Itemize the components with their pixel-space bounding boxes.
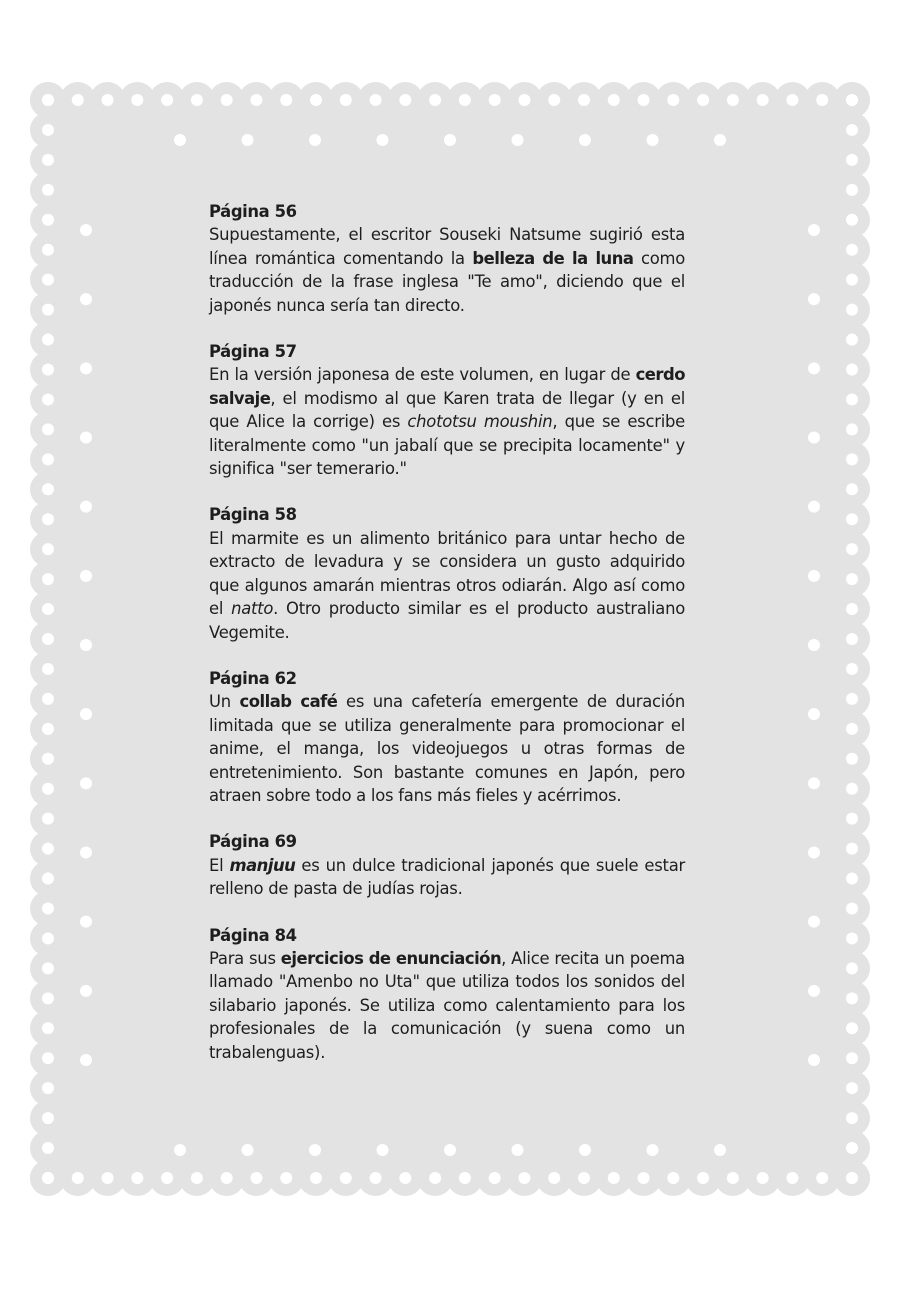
edge-dot bbox=[42, 154, 54, 166]
edge-dot bbox=[280, 94, 292, 106]
edge-dot bbox=[42, 393, 54, 405]
edge-dot bbox=[727, 1172, 739, 1184]
edge-dot bbox=[72, 1172, 84, 1184]
inner-dot bbox=[174, 134, 186, 146]
inner-dot bbox=[80, 1054, 92, 1066]
edge-dot bbox=[846, 873, 858, 885]
edge-dot bbox=[250, 94, 262, 106]
edge-dot bbox=[429, 1172, 441, 1184]
inner-dot bbox=[80, 639, 92, 651]
edge-dot bbox=[42, 633, 54, 645]
inner-dot bbox=[80, 847, 92, 859]
edge-dot bbox=[846, 453, 858, 465]
note-block bbox=[209, 830, 685, 900]
edge-dot bbox=[638, 94, 650, 106]
note-term: chototsu moushin bbox=[407, 412, 553, 432]
edge-dot bbox=[42, 873, 54, 885]
edge-dot bbox=[221, 1172, 233, 1184]
edge-dot bbox=[846, 244, 858, 256]
inner-dot bbox=[444, 134, 456, 146]
edge-dot bbox=[42, 423, 54, 435]
edge-dot bbox=[846, 364, 858, 376]
edge-dot bbox=[42, 573, 54, 585]
inner-dot bbox=[808, 708, 820, 720]
note-block bbox=[209, 200, 685, 317]
inner-dot bbox=[808, 1054, 820, 1066]
note-text: es un dulce tradicional japonés que suele estar relleno de pasta de judías rojas. bbox=[209, 855, 686, 899]
inner-dot bbox=[80, 777, 92, 789]
edge-dot bbox=[370, 1172, 382, 1184]
edge-dot bbox=[846, 723, 858, 735]
inner-dot bbox=[80, 293, 92, 305]
edge-dot bbox=[846, 274, 858, 286]
edge-dot bbox=[42, 693, 54, 705]
inner-dot bbox=[444, 1144, 456, 1156]
edge-dot bbox=[42, 184, 54, 196]
note-block bbox=[209, 924, 685, 1064]
edge-dot bbox=[42, 1052, 54, 1064]
edge-dot bbox=[191, 94, 203, 106]
inner-dot bbox=[808, 777, 820, 789]
edge-dot bbox=[846, 693, 858, 705]
inner-dot bbox=[579, 134, 591, 146]
note-title: Página 56 bbox=[209, 202, 297, 221]
inner-dot bbox=[174, 1144, 186, 1156]
inner-dot bbox=[714, 1144, 726, 1156]
inner-dot bbox=[309, 1144, 321, 1156]
inner-dot bbox=[808, 985, 820, 997]
note-text: Para sus bbox=[209, 948, 281, 968]
note-block bbox=[209, 503, 685, 643]
edge-dot bbox=[697, 1172, 709, 1184]
edge-dot bbox=[42, 334, 54, 346]
edge-dot bbox=[161, 94, 173, 106]
inner-dot bbox=[242, 1144, 254, 1156]
inner-dot bbox=[377, 134, 389, 146]
note-text: , que se escribe literalmente como "un jabalí que se precipita locamente" y significa "ser temerario." bbox=[209, 412, 685, 479]
edge-dot bbox=[816, 94, 828, 106]
edge-dot bbox=[191, 1172, 203, 1184]
inner-dot bbox=[80, 985, 92, 997]
edge-dot bbox=[548, 94, 560, 106]
edge-dot bbox=[518, 94, 530, 106]
note-term: belleza de la luna bbox=[472, 248, 634, 268]
edge-dot bbox=[42, 304, 54, 316]
note-title: Página 62 bbox=[209, 668, 297, 688]
edge-dot bbox=[42, 1112, 54, 1124]
inner-dot bbox=[377, 1144, 389, 1156]
edge-dot bbox=[846, 214, 858, 226]
note-block bbox=[209, 667, 685, 807]
edge-dot bbox=[786, 1172, 798, 1184]
inner-dot bbox=[309, 134, 321, 146]
edge-dot bbox=[846, 1142, 858, 1154]
inner-dot bbox=[714, 134, 726, 146]
edge-dot bbox=[757, 1172, 769, 1184]
edge-dot bbox=[846, 962, 858, 974]
edge-dot bbox=[846, 633, 858, 645]
edge-dot bbox=[846, 483, 858, 495]
inner-dot bbox=[512, 1144, 524, 1156]
edge-dot bbox=[72, 94, 84, 106]
inner-dot bbox=[80, 224, 92, 236]
edge-dot bbox=[340, 1172, 352, 1184]
note-text: En la versión japonesa de este volumen, en lugar de bbox=[209, 365, 636, 385]
inner-dot bbox=[512, 134, 524, 146]
edge-dot bbox=[42, 364, 54, 376]
edge-dot bbox=[846, 1022, 858, 1034]
edge-dot bbox=[846, 992, 858, 1004]
edge-dot bbox=[42, 483, 54, 495]
note-title: Página 69 bbox=[209, 832, 297, 852]
edge-dot bbox=[638, 1172, 650, 1184]
edge-dot bbox=[42, 214, 54, 226]
edge-dot bbox=[42, 813, 54, 825]
edge-dot bbox=[42, 513, 54, 525]
edge-dot bbox=[578, 94, 590, 106]
edge-dot bbox=[221, 94, 233, 106]
note-body bbox=[209, 854, 685, 901]
edge-dot bbox=[489, 1172, 501, 1184]
note-title: Página 84 bbox=[209, 925, 297, 945]
edge-dot bbox=[757, 94, 769, 106]
edge-dot bbox=[42, 723, 54, 735]
edge-dot bbox=[370, 94, 382, 106]
inner-dot bbox=[80, 432, 92, 444]
edge-dot bbox=[42, 1172, 54, 1184]
inner-dot bbox=[80, 916, 92, 928]
edge-dot bbox=[846, 813, 858, 825]
note-text: es una cafetería emergente de duración limitada que se utiliza generalmente para promocionar el anime, el manga, los videojuegos u otras formas de entretenimiento. Son bastante comunes en Japón, pero atraen sobre todo a los fans más fieles y acérrimos. bbox=[209, 692, 685, 805]
note-text: El bbox=[209, 855, 230, 875]
notes-list bbox=[209, 200, 685, 1087]
edge-dot bbox=[459, 94, 471, 106]
edge-dot bbox=[846, 543, 858, 555]
note-text: , el modismo al que Karen trata de llegar (y en el que Alice la corrige) es bbox=[209, 388, 685, 432]
edge-dot bbox=[131, 1172, 143, 1184]
note-text: . Otro producto similar es el producto australiano Vegemite. bbox=[209, 599, 685, 642]
edge-dot bbox=[250, 1172, 262, 1184]
note-block bbox=[209, 340, 685, 480]
inner-dot bbox=[808, 293, 820, 305]
edge-dot bbox=[42, 992, 54, 1004]
edge-dot bbox=[42, 962, 54, 974]
note-term: ejercicios de enunciación bbox=[280, 948, 502, 968]
note-body bbox=[209, 527, 685, 644]
edge-dot bbox=[846, 124, 858, 136]
edge-dot bbox=[42, 1142, 54, 1154]
edge-dot bbox=[310, 1172, 322, 1184]
note-body bbox=[209, 947, 685, 1064]
edge-dot bbox=[846, 663, 858, 675]
edge-dot bbox=[42, 1022, 54, 1034]
edge-dot bbox=[42, 903, 54, 915]
edge-dot bbox=[161, 1172, 173, 1184]
edge-dot bbox=[102, 1172, 114, 1184]
edge-dot bbox=[846, 393, 858, 405]
inner-dot bbox=[80, 570, 92, 582]
note-body bbox=[209, 223, 685, 317]
inner-dot bbox=[80, 362, 92, 374]
note-text: Un bbox=[209, 692, 240, 712]
edge-dot bbox=[42, 94, 54, 106]
note-term: manjuu bbox=[229, 855, 296, 875]
edge-dot bbox=[42, 274, 54, 286]
note-body bbox=[209, 363, 685, 480]
edge-dot bbox=[280, 1172, 292, 1184]
inner-dot bbox=[242, 134, 254, 146]
edge-dot bbox=[608, 1172, 620, 1184]
edge-dot bbox=[846, 1112, 858, 1124]
edge-dot bbox=[399, 94, 411, 106]
edge-dot bbox=[846, 573, 858, 585]
note-text: El marmite es un alimento británico para untar hecho de extracto de levadura y se considera un gusto adquirido que algunos amarán mientras otros odiarán. Algo así como el bbox=[209, 528, 685, 619]
note-term: natto bbox=[231, 599, 274, 619]
edge-dot bbox=[667, 94, 679, 106]
edge-dot bbox=[846, 603, 858, 615]
edge-dot bbox=[697, 94, 709, 106]
inner-dot bbox=[808, 570, 820, 582]
edge-dot bbox=[846, 334, 858, 346]
note-text: Supuestamente, el escritor Souseki Natsume sugirió esta línea romántica comentando la bbox=[209, 225, 685, 268]
edge-dot bbox=[340, 94, 352, 106]
edge-dot bbox=[846, 843, 858, 855]
inner-dot bbox=[808, 847, 820, 859]
edge-dot bbox=[846, 304, 858, 316]
edge-dot bbox=[846, 513, 858, 525]
edge-dot bbox=[846, 94, 858, 106]
inner-dot bbox=[808, 432, 820, 444]
inner-dot bbox=[80, 708, 92, 720]
edge-dot bbox=[399, 1172, 411, 1184]
note-text: como traducción de la frase inglesa "Te amo", diciendo que el japonés nunca sería tan directo. bbox=[209, 248, 686, 315]
edge-dot bbox=[846, 1082, 858, 1094]
inner-dot bbox=[80, 501, 92, 513]
note-body bbox=[209, 690, 685, 807]
inner-dot bbox=[808, 916, 820, 928]
edge-dot bbox=[578, 1172, 590, 1184]
edge-dot bbox=[42, 603, 54, 615]
edge-dot bbox=[429, 94, 441, 106]
edge-dot bbox=[846, 184, 858, 196]
edge-dot bbox=[42, 932, 54, 944]
edge-dot bbox=[846, 903, 858, 915]
edge-dot bbox=[846, 783, 858, 795]
edge-dot bbox=[42, 663, 54, 675]
edge-dot bbox=[42, 124, 54, 136]
inner-dot bbox=[808, 639, 820, 651]
inner-dot bbox=[647, 1144, 659, 1156]
note-title: Página 57 bbox=[209, 342, 297, 362]
note-text: , Alice recita un poema llamado "Amenbo no Uta" que utiliza todos los sonidos del silabario japonés. Se utiliza como calentamiento para los profesionales de la comunicación (y suena como un trabalenguas). bbox=[209, 948, 685, 1062]
edge-dot bbox=[846, 1052, 858, 1064]
note-term: cerdo salvaje bbox=[209, 365, 685, 408]
edge-dot bbox=[42, 753, 54, 765]
inner-dot bbox=[808, 224, 820, 236]
edge-dot bbox=[548, 1172, 560, 1184]
edge-dot bbox=[667, 1172, 679, 1184]
edge-dot bbox=[42, 1082, 54, 1094]
edge-dot bbox=[846, 154, 858, 166]
edge-dot bbox=[489, 94, 501, 106]
edge-dot bbox=[42, 453, 54, 465]
edge-dot bbox=[518, 1172, 530, 1184]
edge-dot bbox=[727, 94, 739, 106]
edge-dot bbox=[846, 1172, 858, 1184]
edge-dot bbox=[310, 94, 322, 106]
inner-dot bbox=[647, 134, 659, 146]
edge-dot bbox=[846, 423, 858, 435]
edge-dot bbox=[42, 843, 54, 855]
note-title: Página 58 bbox=[209, 505, 297, 525]
edge-dot bbox=[131, 94, 143, 106]
inner-dot bbox=[579, 1144, 591, 1156]
edge-dot bbox=[42, 543, 54, 555]
edge-dot bbox=[42, 783, 54, 795]
edge-dot bbox=[42, 244, 54, 256]
edge-dot bbox=[786, 94, 798, 106]
edge-dot bbox=[846, 753, 858, 765]
note-term: collab café bbox=[239, 692, 338, 712]
inner-dot bbox=[808, 501, 820, 513]
edge-dot bbox=[846, 932, 858, 944]
edge-dot bbox=[102, 94, 114, 106]
inner-dot bbox=[808, 362, 820, 374]
edge-dot bbox=[459, 1172, 471, 1184]
edge-dot bbox=[816, 1172, 828, 1184]
edge-dot bbox=[608, 94, 620, 106]
